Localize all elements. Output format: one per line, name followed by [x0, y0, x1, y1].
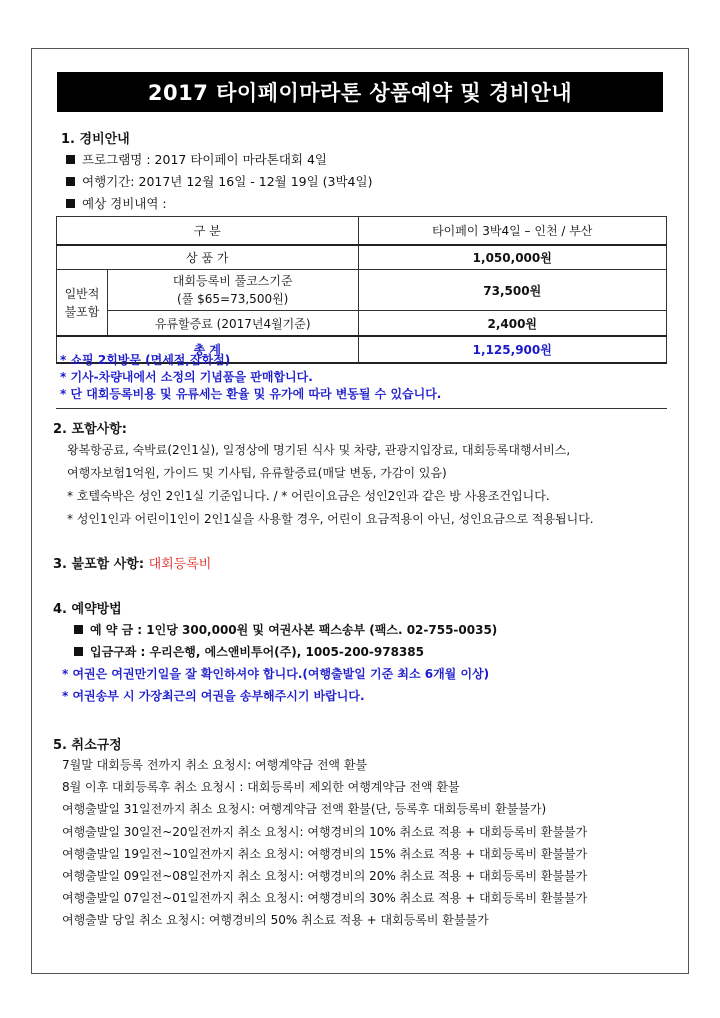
header-package: 타이페이 3박4일 – 인천 / 부산 — [358, 217, 666, 246]
travel-period-item: 여행기간: 2017년 12월 16일 - 12월 19일 (3박4일) — [66, 172, 372, 190]
fuel-value: 2,400원 — [358, 311, 666, 337]
table-row — [57, 245, 667, 270]
note-line: * 단 대회등록비용 및 유류세는 환율 및 유가에 따라 변동될 수 있습니다. — [60, 387, 442, 401]
square-bullet-icon — [66, 177, 75, 186]
section-1-heading: 1. 경비안내 — [61, 132, 130, 147]
fuel-label: 유류할증료 (2017년4월기준) — [107, 311, 358, 337]
total-value: 1,125,900원 — [358, 336, 666, 363]
included-line: 왕복항공료, 숙박료(2인1실), 일정상에 명기된 식사 및 차량, 관광지입장료, 대회등록대행서비스, — [67, 443, 571, 457]
cancellation-line: 여행출발일 07일전~01일전까지 취소 요청시: 여행경비의 30% 취소료 적용 + 대회등록비 환불불가 — [62, 891, 588, 905]
square-bullet-icon — [74, 647, 83, 656]
expense-notes — [56, 352, 667, 409]
table-row — [57, 270, 667, 311]
deposit-item: 예 약 금 : 1인당 300,000원 및 여권사본 팩스송부 (팩스. 02-755-0035) — [74, 621, 497, 638]
included-line: 여행자보험1억원, 가이드 및 기사팁, 유류할증료(매달 변동, 가감이 있음) — [67, 466, 447, 480]
table-row — [57, 311, 667, 337]
included-line: * 호텔숙박은 성인 2인1실 기준입니다. / * 어린이요금은 성인2인과 같은 방 사용조건입니다. — [67, 489, 550, 503]
included-line: * 성인1인과 어린이1인이 2인1실을 사용할 경우, 어린이 요금적용이 아닌, 성인요금으로 적용됩니다. — [67, 512, 594, 526]
table-header-row — [57, 217, 667, 246]
square-bullet-icon — [66, 199, 75, 208]
cancellation-line: 여행출발일 19일전~10일전까지 취소 요청시: 여행경비의 15% 취소료 적용 + 대회등록비 환불불가 — [62, 847, 588, 861]
square-bullet-icon — [66, 155, 75, 164]
cancellation-line: 8월 이후 대회등록후 취소 요청시 : 대회등록비 제외한 여행계약금 전액 환불 — [62, 780, 460, 794]
registration-label: 대회등록비 풀코스기준 (풀 $65=73,500원) — [107, 270, 358, 311]
expense-breakdown-item: 예상 경비내역 : — [66, 194, 167, 212]
cancellation-line: 7월말 대회등록 전까지 취소 요청시: 여행계약금 전액 환불 — [62, 758, 367, 772]
registration-value: 73,500원 — [358, 270, 666, 311]
cancellation-line: 여행출발일 30일전~20일전까지 취소 요청시: 여행경비의 10% 취소료 적용 + 대회등록비 환불불가 — [62, 825, 588, 839]
note-line: * 기사-차량내에서 소정의 기념품을 판매합니다. — [60, 370, 313, 384]
passport-note: * 여권은 여권만기일을 잘 확인하셔야 합니다.(여행출발일 기준 최소 6개월 이상) — [62, 667, 490, 681]
square-bullet-icon — [74, 625, 83, 634]
price-value: 1,050,000원 — [358, 245, 666, 270]
section-5-heading: 5. 취소규정 — [53, 738, 122, 753]
page-title: 2017 타이페이마라톤 상품예약 및 경비안내 — [57, 72, 663, 112]
header-category: 구 분 — [57, 217, 359, 246]
section-3-heading: 3. 불포함 사항: 대회등록비 — [53, 557, 212, 572]
note-line: * 쇼핑 2회방문 (면세점,잡화점) — [60, 353, 231, 367]
program-name-item: 프로그램명 : 2017 타이페이 마라톤대회 4일 — [66, 150, 327, 168]
passport-note: * 여권송부 시 가장최근의 여권을 송부해주시기 바랍니다. — [62, 689, 365, 703]
cancellation-line: 여행출발일 31일전까지 취소 요청시: 여행계약금 전액 환불(단, 등록후 대회등록비 환불불가) — [62, 802, 547, 816]
bank-account-item: 입금구좌 : 우리은행, 에스앤비투어(주), 1005-200-978385 — [74, 643, 424, 660]
not-included-value: 대회등록비 — [148, 557, 212, 572]
cancellation-line: 여행출발일 09일전~08일전까지 취소 요청시: 여행경비의 20% 취소료 적용 + 대회등록비 환불불가 — [62, 869, 588, 883]
group-label: 일반적 불포함 — [57, 270, 108, 337]
section-4-heading: 4. 예약방법 — [53, 602, 122, 617]
total-label: 총 계 — [57, 336, 359, 363]
cancellation-line: 여행출발 당일 취소 요청시: 여행경비의 50% 취소료 적용 + 대회등록비 환불불가 — [62, 913, 489, 927]
expense-table — [56, 216, 667, 364]
section-2-heading: 2. 포함사항: — [53, 422, 127, 437]
price-label: 상 품 가 — [57, 245, 359, 270]
